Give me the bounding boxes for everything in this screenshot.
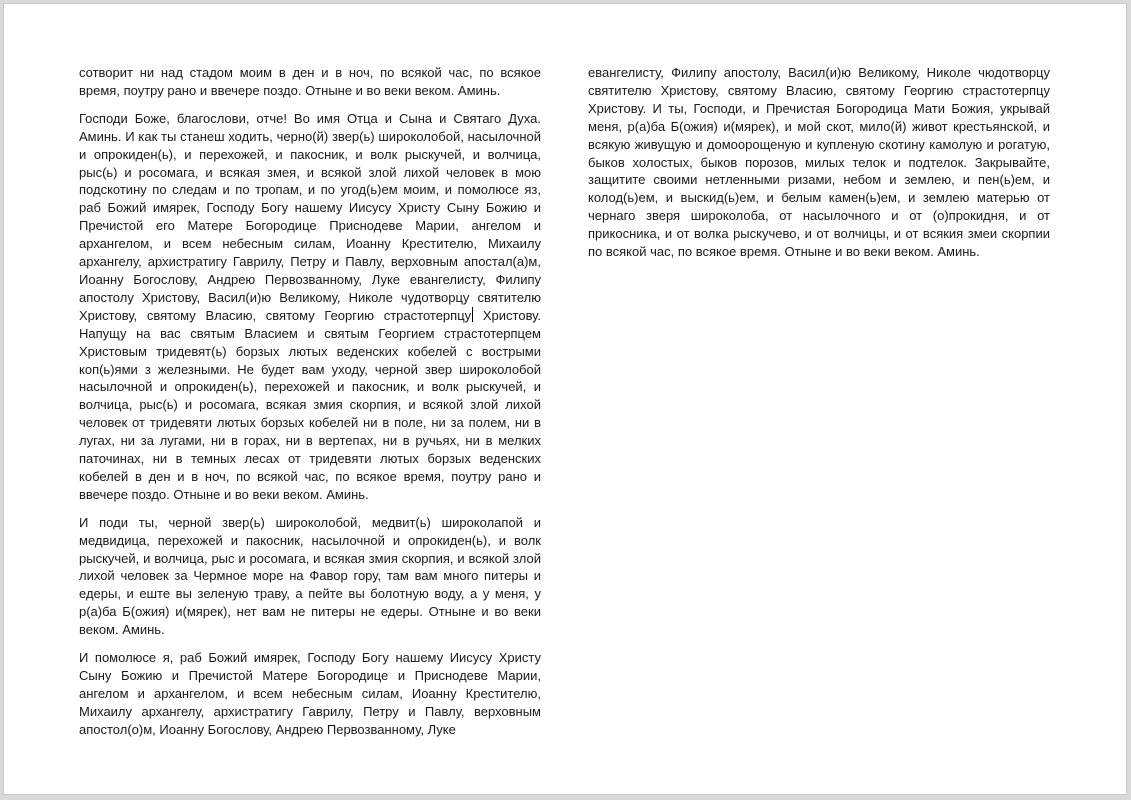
paragraph-1: сотворит ни над стадом моим в ден и в ноч, по всякой час, по всякое время, поутру рано и ввечере поздо. Отныне и во веки веком. Аминь. xyxy=(79,65,541,98)
left-column xyxy=(79,64,541,749)
paragraph-2-text: Господи Боже, благослови, отче! Во имя Отца и Сына и Святаго Духа. Аминь. И как ты станеш ходить, черно(й) звер(ь) широколобой, насылочной и опрокиден(ь), и перехожей, и пакосник, и волк рыскучей, и волчица, рыс(ь) и росомага, и всякая змея, и всякой злой лихой человек в мою подскотину по следам и по тропам, и по угод(ь)ем моим, и помолюсе яз, раб Божий имярек, Господу Богу нашему Иисусу Христу Сыну Божию и Пречистой его Матере Богородице Приснодеве Марии, ангелом и архангелом, и всем небесным силам, Иоанну Крестителю, Михаилу архангелу, архистратигу Гаврилу, Петру и Павлу, верховным апостал(а)м, Иоанну Богослову, Андрею Первозванному, Луке евангелисту, Филипу апостолу Христову, Васил(и)ю Великому, Николе чудотворцу святителю Христову, святому Власию, святому Георгию страстотерпцу xyxy=(79,110,541,323)
document-page xyxy=(3,3,1127,795)
paragraph-2 xyxy=(79,110,541,504)
paragraph-2-tail: Христову. Напущу на вас святым Власием и святым Георгием страстотерпцем Христовым тридевят(ь) борзых лютых веденских кобелей с вострыми коп(ь)ями з железными. Не будет вам уходу, черной звер широколобой насылочной и опрокиден(ь), перехожей и пакосник, и волк рыскучей, и волчица, рыс(ь) и росомага, всякая змия скорпия, и всякой злой лихой человек от тридевяти лютых борзых кобелей ни в поле, ни за полем, ни в лугах, ни за лугами, ни в горах, ни в вертепах, ни в ручьях, ни в мелких паточинах, ни в темных лесах от тридевяти лютых борзых веденских кобелей в ден и в ноч, по всякой час, по всякое время, поутру рано и ввечере поздо. Отныне и во веки веком. Аминь. xyxy=(79,307,541,502)
paragraph-4: И помолюсе я, раб Божий имярек, Господу Богу нашему Иисусу Христу Сыну Божию и Пречистой Матере Богородице и Приснодеве Марии, ангелом и архангелом, и всем небесным силам, Иоанну Крестителю, Михаилу архангелу, архистратигу Гаврилу, Петру и Павлу, верховным апостол(о)м, Иоанну Богослову, Андрею Первозванному, Луке xyxy=(79,650,541,737)
paragraph-3: И поди ты, черной звер(ь) широколобой, медвит(ь) широколапой и медвидица, перехожей и пакосник, насылочной и опрокиден(ь), и волк рыскучей, и волчица, рыс и росомага, и всякая змия скорпия, и всякой злой лихой человек за Чермное море на Фавор гору, там вам много питеры и едеры, и еште вы зеленую траву, а пейте вы болотную воду, а у меня, у р(а)ба Б(ожия) и(мярек), нет вам не питеры не едеры. Отныне и во веки веком. Аминь. xyxy=(79,514,541,638)
paragraph-5: евангелисту, Филипу апостолу, Васил(и)ю Великому, Николе чюдотворцу святителю Христову, святому Власию, святому Георгию страстотерпцу Христову. И ты, Господи, и Пречистая Богородица Мати Божия, укрывай меня, р(а)ба Б(ожия) и(мярек), и мой скот, мило(й) живот крестьянской, и всякую живущую и домоорощеную и купленую скотину камолую и рогатую, быков холостых, быков порозов, милых телок и подтелок. Закрывайте, защитите своими нетленными ризами, небом и землею, и пен(ь)ем, и колод(ь)ем, и выскид(ь)ем, и белым камен(ь)ем, и землею матерью от чернаго зверя широколоба, от насылочного и от (о)прокидня, и от прикосника, и от волка рыскучево, и от волчицы, и от всякия змеи скорпии по всякой час, по всякое время. Отныне и во веки веком. Аминь. xyxy=(588,65,1050,260)
right-column xyxy=(588,64,1050,271)
